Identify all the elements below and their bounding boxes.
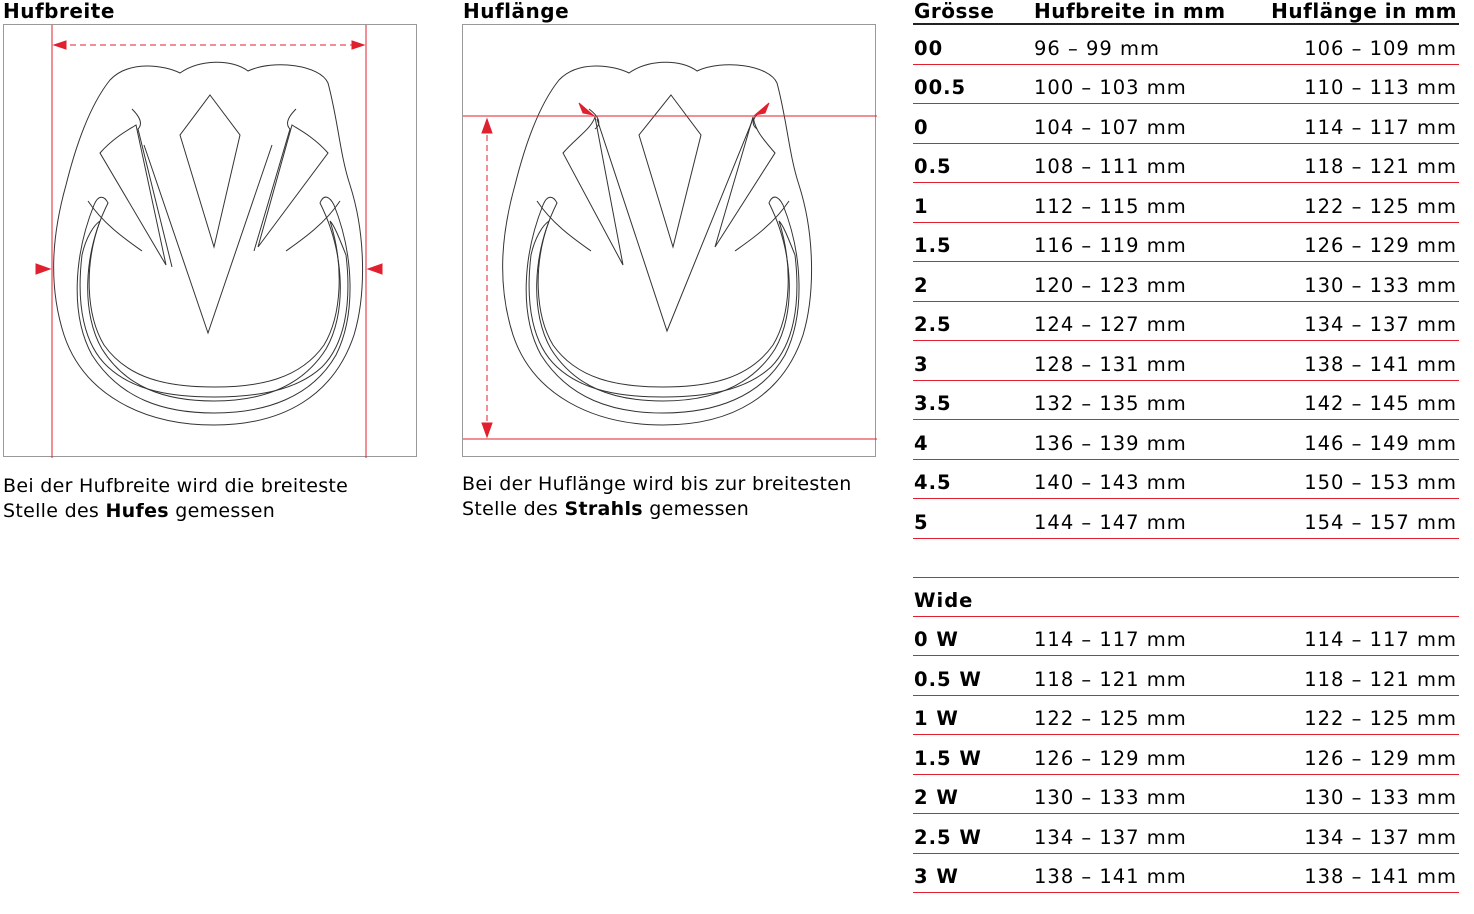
huflaenge-caption (462, 472, 876, 522)
table-row (913, 499, 1459, 539)
hoof-inner-wall (77, 197, 350, 413)
table-row (913, 381, 1459, 421)
size-cell: 3 W (914, 865, 959, 888)
header-groesse: Grösse (914, 0, 995, 23)
table-row (913, 854, 1459, 894)
hufbreite-diagram (3, 24, 417, 457)
hufbreite-cell: 144 – 147 mm (1034, 510, 1187, 534)
hufbreite-cell: 104 – 107 mm (1034, 115, 1187, 139)
wide-spacer-row (913, 538, 1459, 578)
huflaenge-diagram (462, 24, 876, 457)
row-divider (913, 892, 1459, 893)
huflaenge-cell: 134 – 137 mm (1304, 313, 1457, 336)
huflaenge-cell: 118 – 121 mm (1304, 667, 1457, 691)
size-cell: 0.5 W (914, 667, 982, 691)
table-row (913, 460, 1459, 500)
wide-label: Wide (914, 588, 974, 612)
hufbreite-caption-line1: Bei der Hufbreite wird die breiteste (3, 475, 349, 497)
size-cell: 2.5 W (914, 825, 982, 849)
size-cell: 2 (914, 273, 929, 297)
hufbreite-caption-line2b: gemessen (168, 500, 276, 522)
hoof-inner-wall (526, 197, 799, 413)
huflaenge-cell: 150 – 153 mm (1304, 471, 1457, 494)
size-cell: 1.5 W (914, 746, 982, 770)
hufbreite-cell: 134 – 137 mm (1034, 825, 1187, 849)
size-cell: 5 (914, 510, 929, 534)
size-cell: 0 (914, 115, 929, 139)
hufbreite-cell: 138 – 141 mm (1034, 865, 1187, 888)
hufbreite-caption-line2a: Stelle des (3, 500, 106, 522)
size-cell: 00.5 (914, 76, 967, 99)
hufbreite-cell: 112 – 115 mm (1034, 194, 1187, 218)
hufbreite-cell: 136 – 139 mm (1034, 431, 1187, 455)
hoof-length-illustration (463, 25, 877, 458)
hoof-outer-wall (503, 62, 812, 425)
hoof-frog (180, 95, 240, 247)
header-hufbreite: Hufbreite in mm (1034, 0, 1226, 23)
table-row (913, 735, 1459, 775)
huflaenge-cell: 126 – 129 mm (1304, 234, 1457, 257)
table-row (913, 104, 1459, 144)
size-cell: 1 (914, 194, 929, 218)
table-row (913, 144, 1459, 184)
hufbreite-caption-bold: Hufes (105, 500, 169, 522)
hufbreite-cell: 120 – 123 mm (1034, 273, 1187, 297)
huflaenge-cell: 138 – 141 mm (1304, 865, 1457, 888)
huflaenge-cell: 142 – 145 mm (1304, 392, 1457, 415)
size-cell: 4 (914, 431, 929, 455)
table-row (913, 814, 1459, 854)
hoof-frog (639, 95, 701, 247)
huflaenge-cell: 106 – 109 mm (1304, 36, 1457, 60)
table-row (913, 341, 1459, 381)
hufbreite-title: Hufbreite (3, 0, 115, 23)
hufbreite-cell: 140 – 143 mm (1034, 471, 1187, 494)
hufbreite-cell: 100 – 103 mm (1034, 76, 1187, 99)
huflaenge-cell: 114 – 117 mm (1304, 115, 1457, 139)
size-cell: 00 (914, 36, 944, 60)
size-cell: 0.5 (914, 155, 952, 178)
hoof-outer-wall (54, 62, 363, 425)
hufbreite-cell: 118 – 121 mm (1034, 667, 1187, 691)
huflaenge-cell: 134 – 137 mm (1304, 825, 1457, 849)
hufbreite-cell: 114 – 117 mm (1034, 628, 1187, 651)
size-cell: 0 W (914, 628, 959, 651)
header-huflaenge: Huflänge in mm (1271, 0, 1457, 23)
hufbreite-cell: 124 – 127 mm (1034, 313, 1187, 336)
table-row (913, 262, 1459, 302)
size-cell: 1.5 (914, 234, 952, 257)
hoof-bar-left (563, 117, 623, 265)
hufbreite-cell: 132 – 135 mm (1034, 392, 1187, 415)
size-cell: 2.5 (914, 313, 952, 336)
size-cell: 3 (914, 352, 929, 376)
huflaenge-caption-line2b: gemessen (642, 498, 750, 520)
hufbreite-caption (3, 474, 417, 524)
hoof-frog-lower (144, 145, 272, 333)
hufbreite-cell: 128 – 131 mm (1034, 352, 1187, 376)
table-row (913, 617, 1459, 657)
table-row (913, 420, 1459, 460)
hufbreite-cell: 108 – 111 mm (1034, 155, 1187, 178)
hufbreite-cell: 130 – 133 mm (1034, 786, 1187, 809)
huflaenge-cell: 130 – 133 mm (1304, 273, 1457, 297)
size-cell: 2 W (914, 786, 959, 809)
huflaenge-cell: 122 – 125 mm (1304, 194, 1457, 218)
hufbreite-cell: 122 – 125 mm (1034, 707, 1187, 730)
wide-label-row (913, 577, 1459, 617)
huflaenge-title: Huflänge (463, 0, 570, 23)
table-row (913, 656, 1459, 696)
huflaenge-cell: 130 – 133 mm (1304, 786, 1457, 809)
table-row (913, 183, 1459, 223)
huflaenge-caption-line1: Bei der Huflänge wird bis zur breitesten (462, 473, 852, 495)
hoof-width-illustration (4, 25, 418, 458)
table-row (913, 696, 1459, 736)
table-row (913, 25, 1459, 65)
huflaenge-cell: 146 – 149 mm (1304, 431, 1457, 455)
huflaenge-cell: 138 – 141 mm (1304, 352, 1457, 376)
huflaenge-cell: 118 – 121 mm (1304, 155, 1457, 178)
hufbreite-cell: 96 – 99 mm (1034, 36, 1160, 60)
table-row (913, 223, 1459, 263)
hufbreite-cell: 116 – 119 mm (1034, 234, 1187, 257)
huflaenge-cell: 122 – 125 mm (1304, 707, 1457, 730)
size-cell: 1 W (914, 707, 959, 730)
huflaenge-cell: 126 – 129 mm (1304, 746, 1457, 770)
table-row (913, 302, 1459, 342)
size-cell: 4.5 (914, 471, 952, 494)
table-row (913, 775, 1459, 815)
hufbreite-cell: 126 – 129 mm (1034, 746, 1187, 770)
hoof-bar-right (258, 125, 328, 247)
table-row (913, 65, 1459, 105)
huflaenge-caption-bold: Strahls (564, 498, 643, 520)
huflaenge-cell: 114 – 117 mm (1304, 628, 1457, 651)
huflaenge-caption-line2a: Stelle des (462, 498, 565, 520)
size-cell: 3.5 (914, 392, 952, 415)
huflaenge-cell: 110 – 113 mm (1304, 76, 1457, 99)
huflaenge-cell: 154 – 157 mm (1304, 510, 1457, 534)
